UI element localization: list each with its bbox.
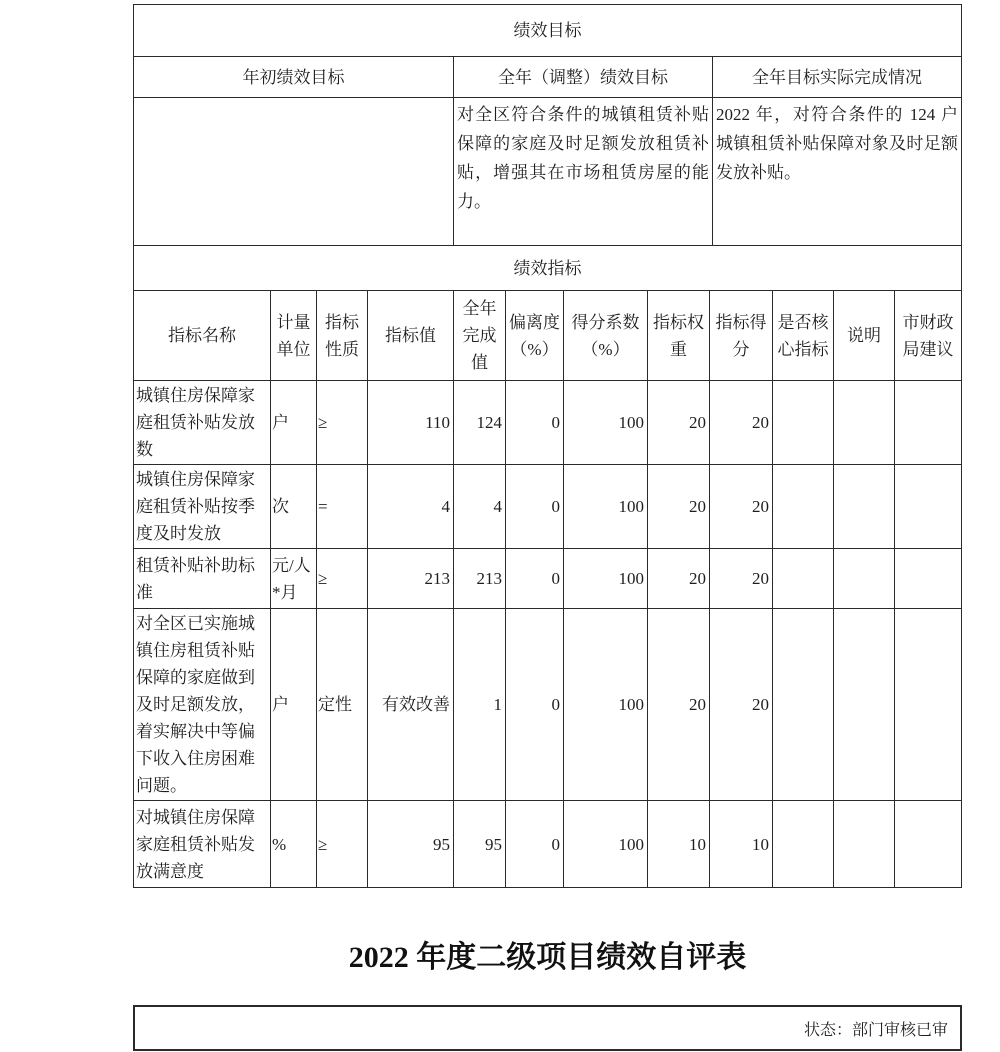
cell-deviation: 0	[506, 549, 564, 609]
column-header-annual-completion: 全年完成值	[454, 291, 506, 381]
column-header-deviation: 偏离度（%）	[506, 291, 564, 381]
cell-finance-bureau-advice	[895, 609, 962, 801]
cell-score-coefficient: 100	[564, 549, 648, 609]
indicators-title-row	[134, 246, 962, 291]
cell-nature: ≥	[317, 801, 368, 888]
document-content	[133, 4, 962, 1051]
cell-score-coefficient: 100	[564, 381, 648, 465]
cell-weight: 20	[648, 381, 710, 465]
cell-score: 20	[710, 465, 773, 549]
indicators-section-title: 绩效指标	[134, 246, 962, 291]
cell-weight: 20	[648, 465, 710, 549]
cell-target-value: 110	[368, 381, 454, 465]
column-header-initial-goal: 年初绩效目标	[134, 57, 454, 98]
cell-note	[834, 801, 895, 888]
cell-nature: 定性	[317, 609, 368, 801]
cell-indicator-name: 对城镇住房保障家庭租赁补贴发放满意度	[134, 801, 271, 888]
indicator-row	[134, 549, 962, 609]
indicator-row	[134, 801, 962, 888]
cell-note	[834, 465, 895, 549]
cell-finance-bureau-advice	[895, 381, 962, 465]
status-text: 状态：部门审核已审	[803, 1021, 948, 1039]
performance-indicators-table	[133, 245, 962, 888]
goals-content-row	[134, 98, 962, 246]
column-header-score-coefficient: 得分系数（%）	[564, 291, 648, 381]
cell-core-indicator	[773, 609, 834, 801]
column-header-finance-bureau-advice: 市财政局建议	[895, 291, 962, 381]
cell-note	[834, 381, 895, 465]
column-header-score: 指标得分	[710, 291, 773, 381]
cell-nature: ≥	[317, 381, 368, 465]
status-bar	[133, 1005, 962, 1051]
cell-unit: 次	[271, 465, 317, 549]
cell-initial-goal	[134, 98, 454, 246]
cell-annual-completion: 124	[454, 381, 506, 465]
cell-core-indicator	[773, 549, 834, 609]
column-header-adjusted-goal: 全年（调整）绩效目标	[454, 57, 713, 98]
cell-score: 20	[710, 381, 773, 465]
cell-core-indicator	[773, 465, 834, 549]
indicators-header-row	[134, 291, 962, 381]
cell-indicator-name: 城镇住房保障家庭租赁补贴发放数	[134, 381, 271, 465]
cell-annual-completion: 213	[454, 549, 506, 609]
column-header-note: 说明	[834, 291, 895, 381]
column-header-nature: 指标性质	[317, 291, 368, 381]
cell-score: 10	[710, 801, 773, 888]
goals-section-title: 绩效目标	[134, 5, 962, 57]
cell-indicator-name: 对全区已实施城镇住房租赁补贴保障的家庭做到及时足额发放，着实解决中等偏下收入住房困难问题。	[134, 609, 271, 801]
cell-finance-bureau-advice	[895, 801, 962, 888]
cell-note	[834, 549, 895, 609]
cell-target-value: 4	[368, 465, 454, 549]
cell-note	[834, 609, 895, 801]
cell-annual-completion: 1	[454, 609, 506, 801]
cell-finance-bureau-advice	[895, 465, 962, 549]
cell-score-coefficient: 100	[564, 609, 648, 801]
cell-annual-completion: 4	[454, 465, 506, 549]
indicator-row	[134, 381, 962, 465]
cell-core-indicator	[773, 801, 834, 888]
cell-nature: ≥	[317, 549, 368, 609]
goals-title-row	[134, 5, 962, 57]
indicator-row	[134, 609, 962, 801]
cell-score-coefficient: 100	[564, 465, 648, 549]
column-header-core-indicator: 是否核心指标	[773, 291, 834, 381]
cell-indicator-name: 城镇住房保障家庭租赁补贴按季度及时发放	[134, 465, 271, 549]
cell-unit: 元/人*月	[271, 549, 317, 609]
cell-core-indicator	[773, 381, 834, 465]
cell-deviation: 0	[506, 801, 564, 888]
cell-deviation: 0	[506, 465, 564, 549]
cell-weight: 10	[648, 801, 710, 888]
indicator-row	[134, 465, 962, 549]
cell-finance-bureau-advice	[895, 549, 962, 609]
cell-unit: %	[271, 801, 317, 888]
cell-indicator-name: 租赁补贴补助标准	[134, 549, 271, 609]
cell-target-value: 有效改善	[368, 609, 454, 801]
cell-weight: 20	[648, 549, 710, 609]
page-title: 2022 年度二级项目绩效自评表	[348, 941, 747, 974]
cell-score-coefficient: 100	[564, 801, 648, 888]
cell-weight: 20	[648, 609, 710, 801]
column-header-indicator-name: 指标名称	[134, 291, 271, 381]
cell-score: 20	[710, 609, 773, 801]
cell-annual-completion: 95	[454, 801, 506, 888]
goals-header-row	[134, 57, 962, 98]
cell-deviation: 0	[506, 381, 564, 465]
column-header-unit: 计量单位	[271, 291, 317, 381]
cell-target-value: 213	[368, 549, 454, 609]
cell-unit: 户	[271, 381, 317, 465]
cell-actual-completion: 2022 年，对符合条件的 124 户城镇租赁补贴保障对象及时足额发放补贴。	[713, 98, 962, 246]
cell-adjusted-goal: 对全区符合条件的城镇租赁补贴保障的家庭及时足额发放租赁补贴，增强其在市场租赁房屋的能力。	[454, 98, 713, 246]
column-header-actual-completion: 全年目标实际完成情况	[713, 57, 962, 98]
column-header-target-value: 指标值	[368, 291, 454, 381]
cell-deviation: 0	[506, 609, 564, 801]
cell-target-value: 95	[368, 801, 454, 888]
cell-nature: =	[317, 465, 368, 549]
column-header-weight: 指标权重	[648, 291, 710, 381]
performance-goals-table	[133, 4, 962, 246]
cell-unit: 户	[271, 609, 317, 801]
cell-score: 20	[710, 549, 773, 609]
